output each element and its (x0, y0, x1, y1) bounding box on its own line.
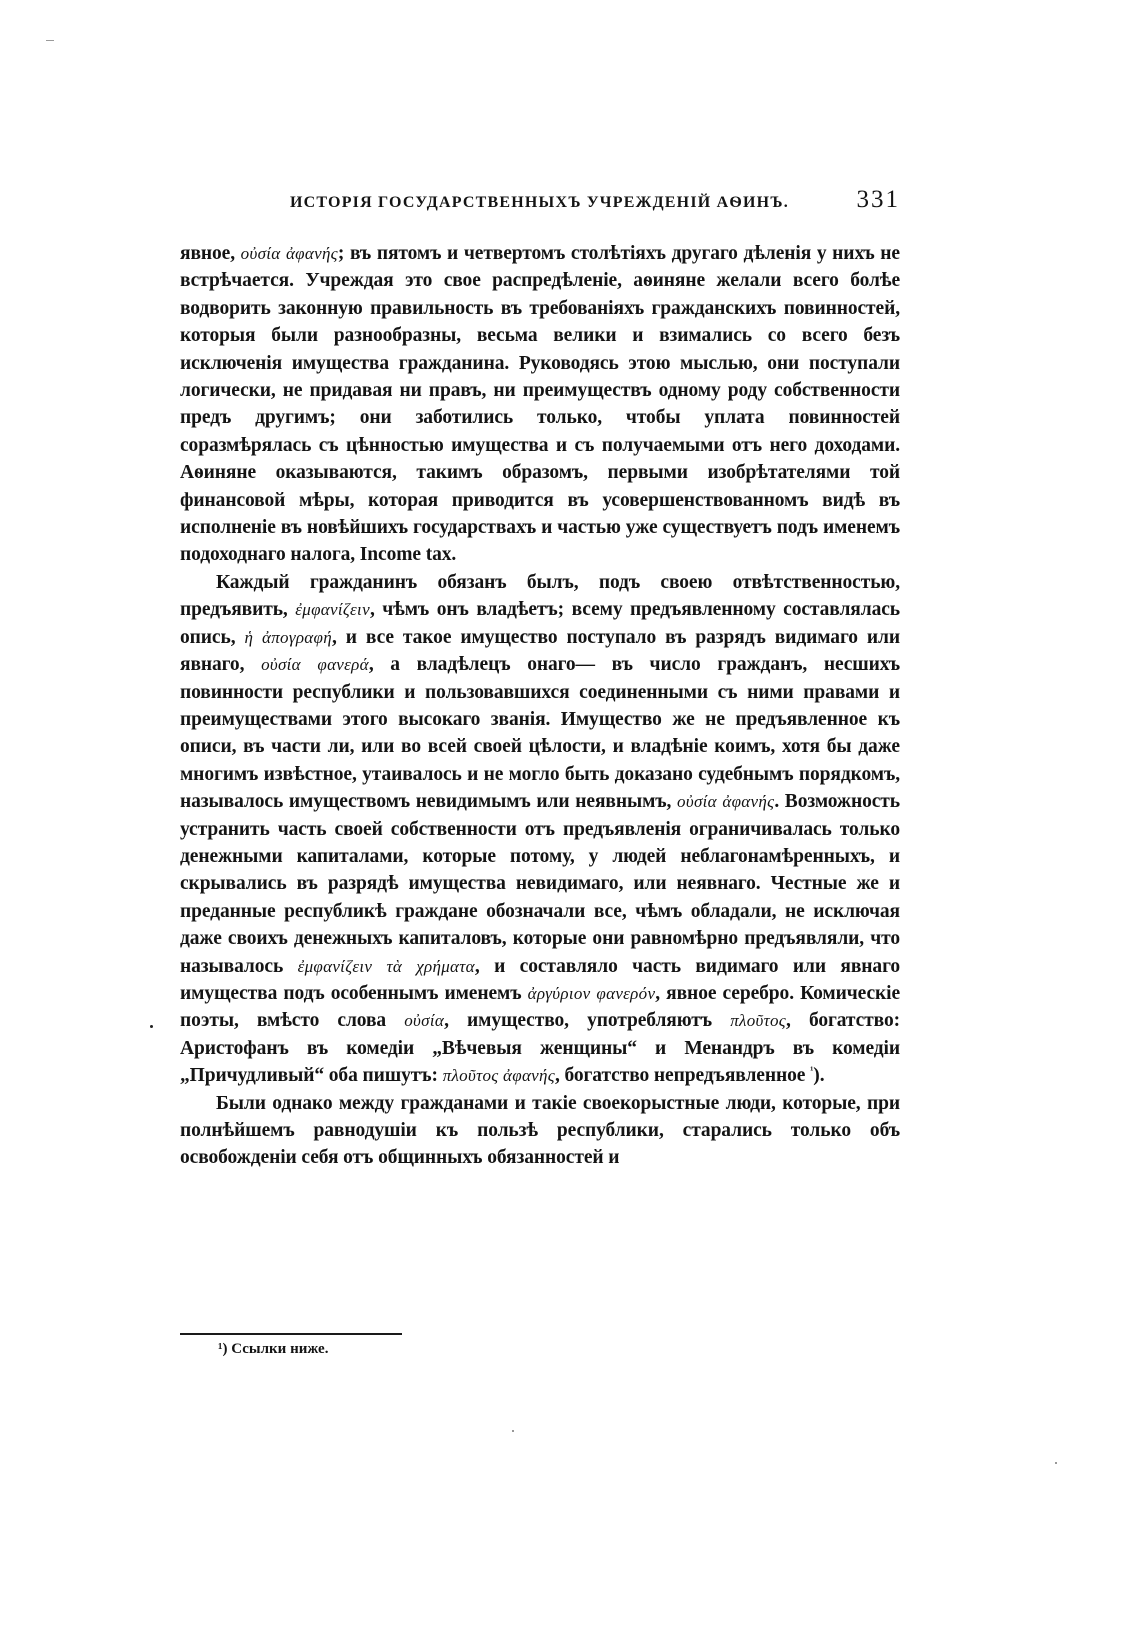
scan-speck (512, 1430, 514, 1432)
greek-term: ἐμφανίζειν τὰ χρήματα (297, 956, 475, 976)
greek-term: ἐμφανίζειν (295, 600, 370, 620)
text-run: , и составляло часть видимаго или явнаго имущества подъ особеннымъ именемъ (180, 955, 900, 1004)
text-run: , явное серебро. Комическіе поэты, вмѣсто слова (180, 982, 901, 1032)
text-run: Были однако между гражданами и такіе своекорыстные люди, которые, при полнѣйшемъ равнодушіи къ пользѣ республики, старались только объ освобожденіи себя отъ общинныхъ обязанностей и (180, 1092, 900, 1169)
paragraph (180, 1090, 900, 1172)
text-run: ). (813, 1065, 825, 1087)
body-text (180, 240, 900, 1172)
greek-term: οὐσία ἀφανής (240, 244, 338, 263)
footnote: ¹) Ссылки ниже. (218, 1341, 329, 1357)
scan-speck (1055, 1462, 1057, 1464)
footnote-rule (180, 1333, 402, 1335)
page-header (180, 186, 900, 222)
greek-term: πλοῦτος ἀφανής (442, 1066, 555, 1086)
page-number: 331 (856, 186, 900, 213)
paragraph (180, 569, 900, 1090)
greek-term: οὐσία (404, 1011, 445, 1031)
paragraph (180, 240, 900, 569)
margin-dot (150, 1025, 153, 1028)
text-run: , имущество, употребляютъ (444, 1010, 731, 1032)
text-run: . Возможность устранить часть своей собственности отъ предъявленія ограничивалась только денежными капиталами, которые потому, у людей неблагонамѣренныхъ, и скрывались въ разрядѣ имущества невидимаго, или неявнаго. Честные же и преданные республикѣ граждане обозначали все, чѣмъ обладали, не исключая даже своихъ денежныхъ капиталовъ, которые они равномѣрно предъявляли, что называлось (180, 791, 900, 977)
footnote-ref: ¹ (810, 1064, 814, 1077)
greek-term: ἀργύριον φανερόν (527, 983, 656, 1003)
greek-term: ἡ ἀπογραφή (244, 627, 332, 647)
greek-term: οὐσία φανερά (261, 655, 369, 675)
text-run: явное, (180, 243, 241, 264)
scan-mark (46, 40, 54, 41)
text-run: ; въ пятомъ и четвертомъ столѣтіяхъ другаго дѣленія у нихъ не встрѣчается. Учреждая это свое распредѣленіе, аѳиняне желали всего болѣе водворить законную правильность въ требованіяхъ гражданскихъ повинностей, которыя были разнообразны, весьма велики и взимались со всего безъ исключенія имущества гражданина. Руководясь этою мыслью, они поступали логически, не придавая ни правъ, ни преимуществъ одному роду собственности предъ другимъ; они заботились только, чтобы уплата повинностей соразмѣрялась съ цѣнностью имущества и съ получаемыми отъ него доходами. Аѳиняне оказываются, такимъ образомъ, первыми изобрѣтателями той финансовой мѣры, которая приводится въ усовершенствованномъ видѣ въ исполненіе въ новѣйшихъ государствахъ и частью уже существуетъ подъ именемъ подоходнаго налога, Income tax. (180, 243, 900, 566)
text-run: , богатство непредъявленное (554, 1065, 811, 1087)
greek-term: πλοῦτος (730, 1011, 786, 1031)
text-run: , богатство: Аристофанъ въ комедіи „Вѣчевыя женщины“ и Менандръ въ комедіи „Причудливый“ оба пишутъ: (180, 1010, 900, 1087)
text-run: , чѣмъ онъ владѣетъ; всему предъявленному составлялась опись, (180, 599, 901, 648)
running-title: ИСТОРІЯ ГОСУДАРСТВЕННЫХЪ УЧРЕЖДЕНІЙ АѲИНЪ. (290, 194, 789, 211)
text-run: , и все такое имущество поступало въ разрядъ видимаго или явнаго, (180, 626, 900, 676)
text-run: Каждый гражданинъ обязанъ былъ, подъ своею отвѣтственностью, предъявить, (180, 571, 900, 621)
text-run: , а владѣлецъ онаго— въ число гражданъ, несшихъ повинности республики и пользовавшихся соединенными съ ними правами и преимуществами этого высокаго званія. Имущество же не предъявленное къ описи, въ части ли, или во всей своей цѣлости, и владѣніе коимъ, хотя бы даже многимъ извѣстное, утаивалось и не могло быть доказано судебнымъ порядкомъ, называлось имуществомъ невидимымъ или неявнымъ, (180, 654, 900, 813)
greek-term: οὐσία ἀφανής (677, 792, 775, 812)
